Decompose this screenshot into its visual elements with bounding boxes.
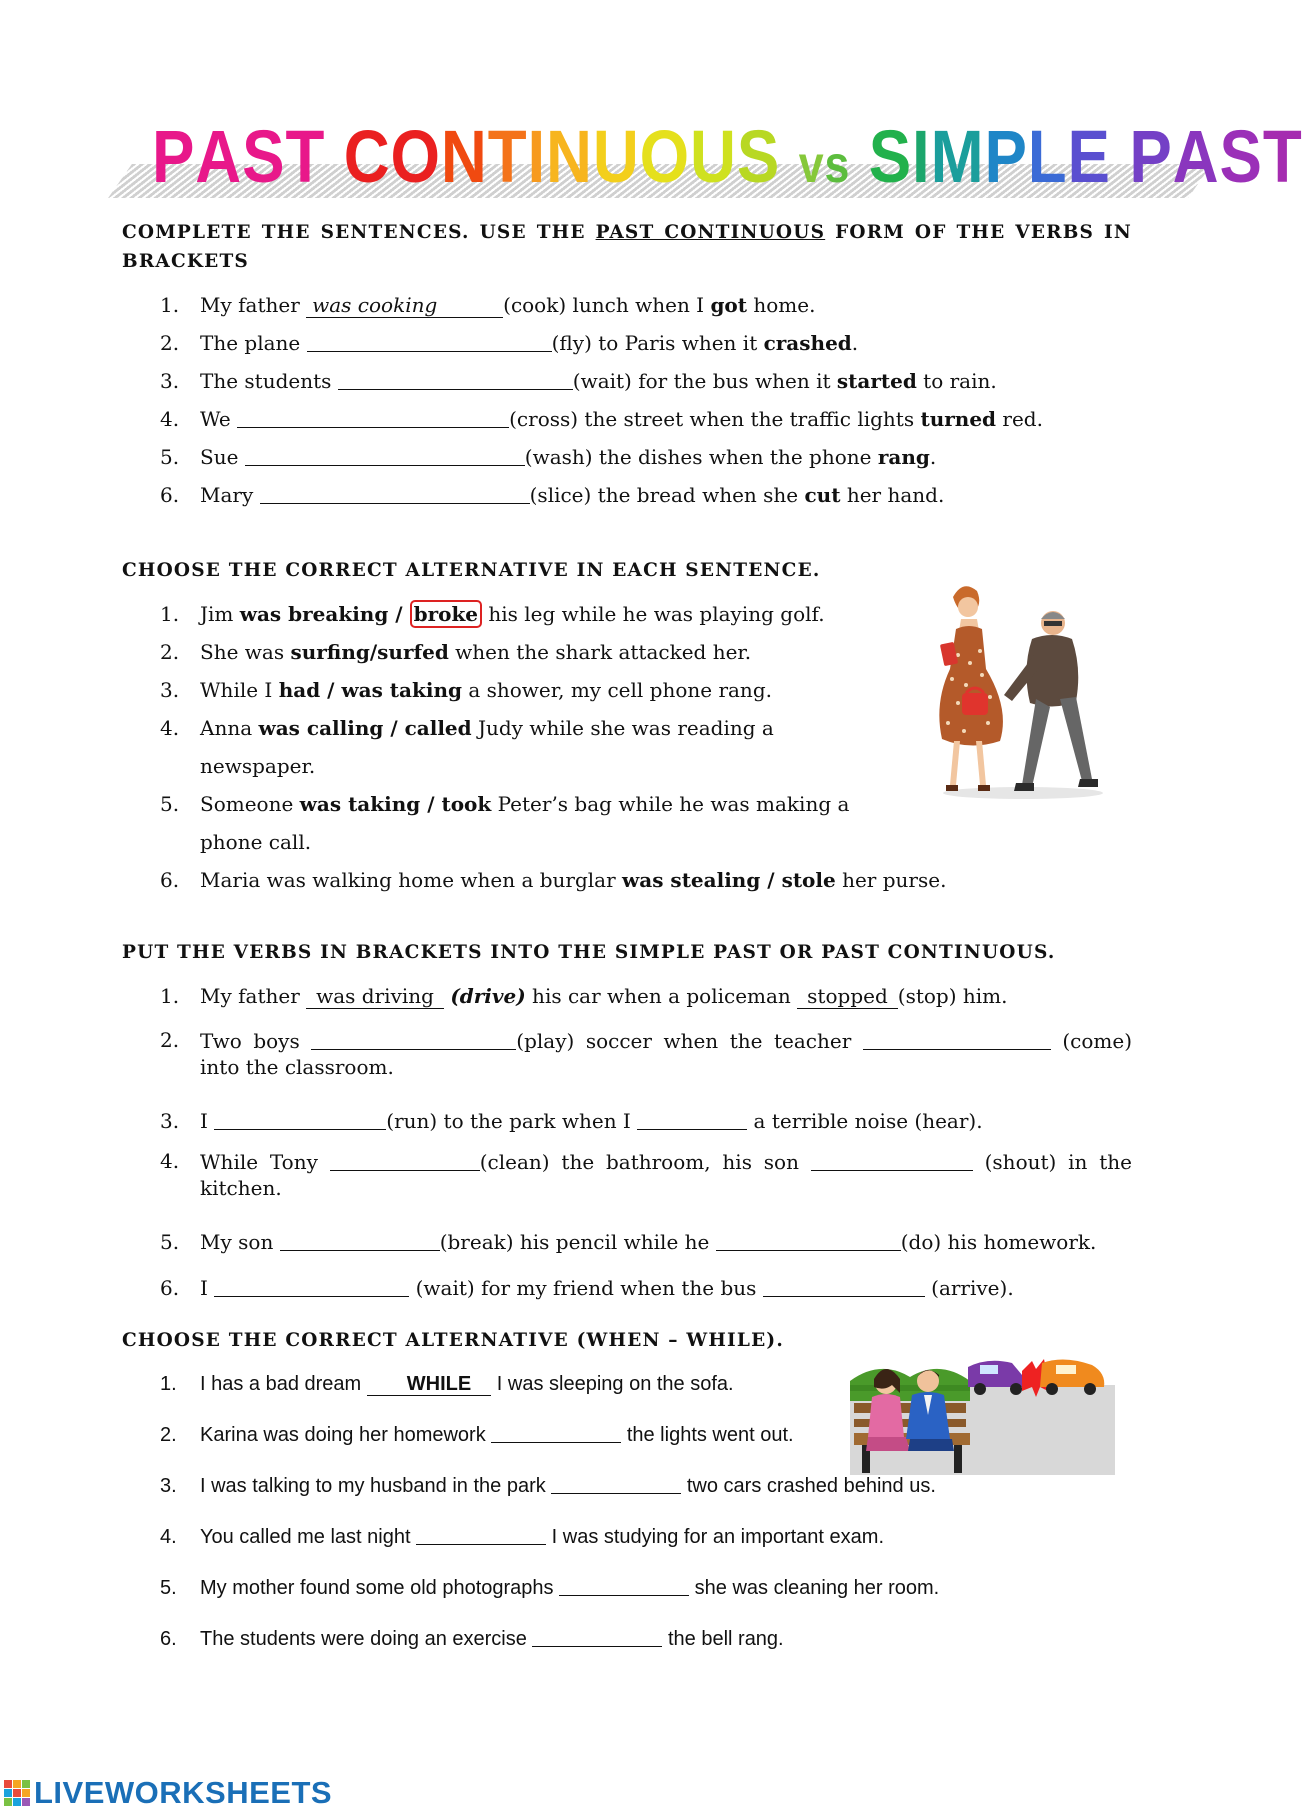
title-letter [780,112,799,202]
worksheet-title [120,112,1303,202]
section-4-heading: CHOOSE THE CORRECT ALTERNATIVE (WHEN – WHILE). [122,1330,784,1351]
list-item: 2. Two boys (play) soccer when the teacher (come) into the classroom. [160,1028,1132,1079]
title-letter: A [1172,115,1220,198]
answer-field[interactable] [559,1573,689,1596]
title-letter: M [930,115,985,198]
answer-field[interactable] [637,1107,747,1130]
title-letter: I [527,115,547,198]
list-item: 6. Mary (slice) the bread when she cut her hand. [160,483,945,507]
answer-field[interactable] [311,1027,516,1050]
answer-field[interactable] [280,1228,440,1251]
title-letter: E [1067,115,1111,198]
answer-field[interactable] [551,1471,681,1494]
section-3-list [122,977,1132,1307]
option-choice[interactable]: was stealing / stole [622,868,836,892]
answer-field[interactable] [338,367,573,390]
list-item: 2. She was surfing/surfed when the shark attacked her. [160,640,752,664]
title-letter [325,112,344,202]
title-letter: I [912,115,931,198]
logo-text: LIVEWORKSHEETS [34,1775,333,1810]
title-letter: P [1129,115,1173,198]
title-letter: O [639,115,691,198]
section-2-heading: CHOOSE THE CORRECT ALTERNATIVE IN EACH SENTENCE. [122,560,821,581]
option-choice[interactable]: had / was taking [278,678,462,702]
list-item: 4. Anna was calling / called Judy while she was reading a newspaper. [160,716,774,778]
title-letter: C [343,115,391,198]
answer-field[interactable] [763,1274,925,1297]
answer-field[interactable]: WHILE [367,1373,491,1396]
list-item: 2. The plane (fly) to Paris when it crashed. [160,331,859,355]
answer-field[interactable] [491,1420,621,1443]
section-3-heading: PUT THE VERBS IN BRACKETS INTO THE SIMPLE PAST OR PAST CONTINUOUS. [122,942,1056,963]
answer-field[interactable] [532,1624,662,1647]
list-item: 4. While Tony (clean) the bathroom, his son (shout) in the kitchen. [160,1149,1133,1200]
answer-field[interactable] [330,1148,480,1171]
list-item: 6. Maria was walking home when a burglar was stealing / stole her purse. [160,868,947,892]
title-letter [1111,112,1130,202]
title-letter: T [285,115,326,198]
answer-field[interactable] [214,1274,409,1297]
title-letter: T [1262,115,1303,198]
answer-field[interactable]: stopped [797,984,898,1009]
option-choice[interactable]: surfing/surfed [290,640,449,664]
list-item: 6. The students were doing an exercise the bell rang. [122,1614,1132,1665]
answer-field[interactable] [416,1522,546,1545]
list-item: 4. We (cross) the street when the traffic lights turned red. [160,407,1043,431]
list-item: 5. Someone was taking / took Peter’s bag while he was making a phone call. [160,792,850,854]
title-letter: N [546,115,593,198]
answer-field[interactable] [863,1027,1051,1050]
answer-field[interactable] [260,481,530,504]
answer-field[interactable]: was driving [306,984,444,1009]
title-letter: S [736,115,781,198]
answer-field[interactable] [307,329,552,352]
liveworksheets-logo[interactable] [4,1777,332,1809]
title-letter: L [1027,115,1068,198]
title-letter: U [592,115,640,198]
list-item: 1. My father was driving (drive) his car when a policeman stopped (stop) him. [160,984,1008,1008]
title-letter: S [868,115,913,198]
list-item: 3. The students (wait) for the bus when it started to rain. [160,369,997,393]
option-choice[interactable]: was taking / took [299,792,492,816]
answer-field[interactable] [237,405,509,428]
answer-field[interactable] [214,1107,386,1130]
title-letter: T [487,115,528,198]
title-letter [850,112,869,202]
list-item: 5. Sue (wash) the dishes when the phone rang. [160,445,937,469]
section-1-list [122,286,1132,514]
park-bench-crash-illustration [850,1345,1115,1475]
title-letter: P [984,115,1028,198]
section-3 [122,938,1132,1307]
answer-field[interactable] [811,1148,973,1171]
title-letter: S [1219,115,1263,198]
list-item: 4. You called me last night I was studying for an important exam. [122,1512,1132,1563]
title-text [152,112,1303,210]
title-letter: O [390,115,441,198]
section-1 [122,218,1132,514]
list-item: 3. I (run) to the park when I a terrible noise (hear). [160,1109,983,1133]
title-letter: U [690,115,737,198]
list-item: 5. My mother found some old photographs she was cleaning her room. [122,1563,1132,1614]
answer-field[interactable]: was cooking [306,293,503,318]
answer-field[interactable] [245,443,525,466]
selected-option[interactable]: broke [410,600,482,628]
title-letter: S [242,115,286,198]
title-letter: N [440,115,488,198]
title-letter: A [195,115,243,198]
title-letter: P [152,115,196,198]
list-item: 1. My father was cooking (cook) lunch when I got home. [160,293,816,317]
list-item: 3. While I had / was taking a shower, my cell phone rang. [160,678,772,702]
list-item: 2. Karina was doing her homework the lights went out. [122,1410,1132,1461]
list-item: 1. Jim was breaking / broke his leg while he was playing golf. [160,602,825,626]
list-item: 1. I has a bad dream WHILE I was sleeping on the sofa. [160,1373,734,1395]
list-item: 3. I was talking to my husband in the park two cars crashed behind us. [122,1461,1132,1512]
list-item: 5. My son (break) his pencil while he (do) his homework. [160,1230,1097,1254]
logo-grid-icon [4,1780,30,1806]
section-1-heading: COMPLETE THE SENTENCES. USE THE PAST CONTINUOUS FORM OF THE VERBS IN BRACKETS [122,222,1132,272]
list-item: 6. I (wait) for my friend when the bus (arrive). [160,1276,1014,1300]
title-letter: s [824,136,851,194]
option-choice[interactable]: was calling / called [258,716,472,740]
answer-field[interactable] [716,1228,901,1251]
title-letter: v [798,136,825,194]
purse-theft-illustration [928,575,1118,800]
